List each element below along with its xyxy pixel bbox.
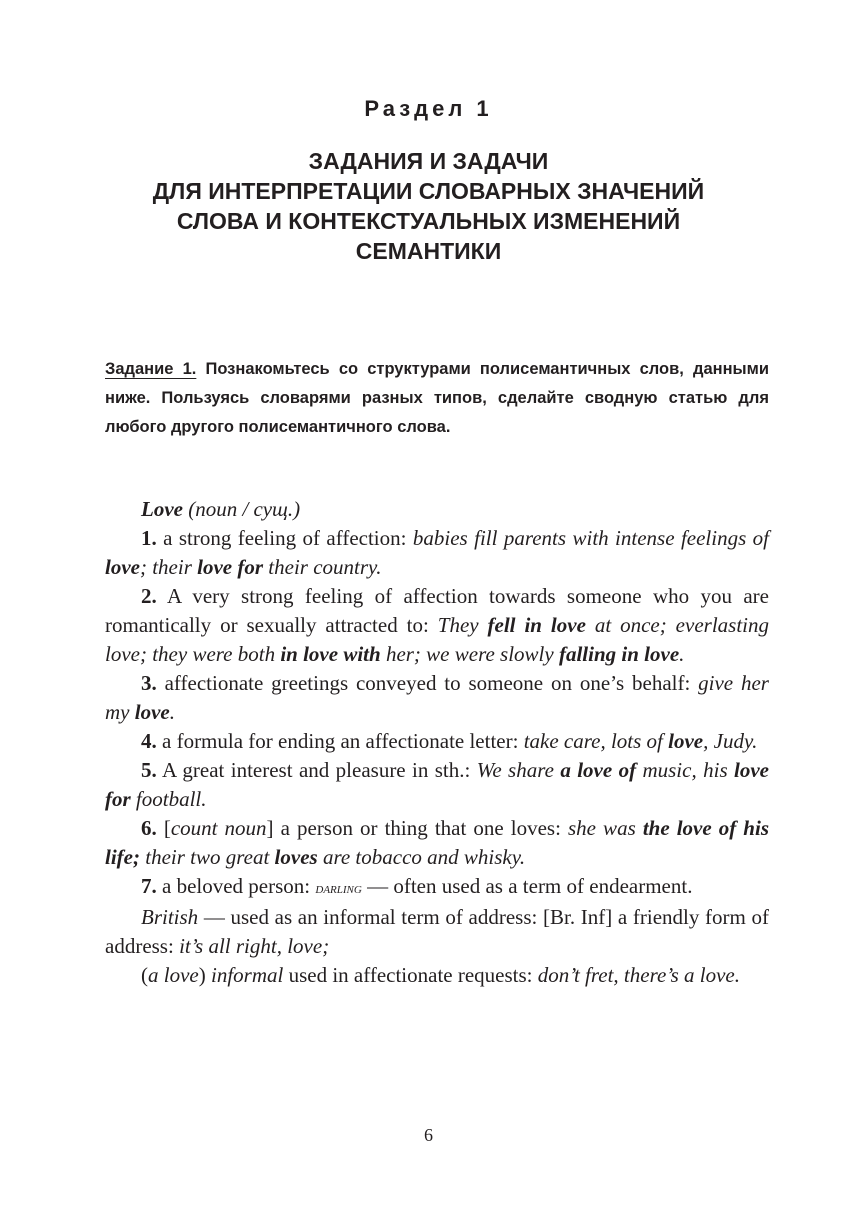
example-keyword: love [134,700,170,724]
example-keyword: love for [197,555,264,579]
example-keyword: love for [105,758,769,811]
sense-definition: a strong feeling of affection: [156,526,413,550]
sense-number: 6. [141,816,157,840]
phrase-label: a love [148,963,199,987]
section-title-line: СЛОВА И КОНТЕКСТУАЛЬНЫХ ИЗМЕНЕНИЙ [176,208,681,234]
sense-4 [105,727,769,756]
example-text: . [679,642,685,666]
example-text: They [437,613,488,637]
sense-6 [105,814,769,872]
task-label: Задание 1. [105,360,197,378]
sense-list [105,524,769,814]
sense-definition: a beloved person: [156,874,316,898]
example-keyword: love [105,555,140,579]
task-text: Познакомьтесь со структурами полисемантичных слов, данными ниже. Пользуясь словарями разных типов, сделайте сводную статью для любого другого полисемантичного слова. [105,360,769,436]
region-label: British [141,905,199,929]
sense-british [105,903,769,961]
example-keyword: love [668,729,704,753]
example-text: are tobacco and whisky. [317,845,526,869]
example-text: their country. [263,555,382,579]
sense-definition: a formula for ending an affectionate letter: [156,729,524,753]
part-of-speech: (noun / сущ.) [182,497,301,521]
example-text: she was [568,816,643,840]
bracket: ( [141,963,148,987]
bracket: ] [266,816,274,840]
sense-example: it’s all right, love; [179,934,330,958]
sense-1 [105,524,769,582]
sense-definition: A great interest and pleasure in sth.: [156,758,477,782]
sense-number: 5. [141,758,157,782]
sense-number: 3. [141,671,157,695]
bracket: ) [198,963,206,987]
example-text: their two great [139,845,275,869]
example-keyword: fell in love [487,613,586,637]
grammar-label: count noun [170,816,267,840]
example-text: ; their [139,555,198,579]
section-title-line: ЗАДАНИЯ И ЗАДАЧИ [308,148,549,174]
section-title-line: ДЛЯ ИНТЕРПРЕТАЦИИ СЛОВАРНЫХ ЗНАЧЕНИЙ [152,178,705,204]
cross-reference: darling [315,880,362,897]
example-text: football. [130,787,207,811]
sense-number: 4. [141,729,157,753]
sense-definition: used in affectionate requests: [283,963,538,987]
sense-7 [105,872,769,903]
sense-definition: — used as an informal term of address: [Br. Inf] a friendly form of address: [105,905,769,958]
sense-5 [105,756,769,814]
example-text: give her my [105,671,769,724]
sense-number: 2. [141,584,157,608]
sense-note: — often used as a term of endearment. [361,874,693,898]
example-text: music, his [636,758,735,782]
page-number: 6 [424,1125,433,1145]
entry-heading [105,495,769,524]
example-keyword: a love of [560,758,637,782]
section-label: Раздел 1 [364,96,493,121]
sense-example [524,729,758,753]
example-text: . [169,700,175,724]
example-text: We share [476,758,561,782]
headword: Love [141,497,183,521]
task-instruction [105,355,769,442]
example-keyword: in love with [280,642,381,666]
example-text: take care, lots of [523,729,669,753]
sense-example: don’t fret, there’s a love. [537,963,740,987]
example-text: babies fill parents with intense feelings of [412,526,769,550]
example-keyword: falling in love [558,642,680,666]
example-text: at once; everlasting love; they were both [105,613,769,666]
sense-number: 7. [141,874,157,898]
sense-number: 1. [141,526,157,550]
dictionary-entry [105,495,769,990]
sense-definition: A very strong feeling of affection towards someone who you are romantically or sexually attracted to: [105,584,769,637]
example-text: , Judy. [703,729,758,753]
example-text: her; we were slowly [380,642,559,666]
example-keyword: the love of his life; [105,816,769,869]
sense-definition: a person or thing that one loves: [273,816,568,840]
sense-definition: affectionate greetings conveyed to someone on one’s behalf: [156,671,699,695]
section-title-line: СЕМАНТИКИ [355,238,502,264]
section-title [90,146,767,266]
sense-3 [105,669,769,727]
sense-2 [105,582,769,669]
sense-a-love [105,961,769,990]
bracket: [ [156,816,171,840]
example-keyword: loves [274,845,318,869]
register-label: informal [210,963,284,987]
